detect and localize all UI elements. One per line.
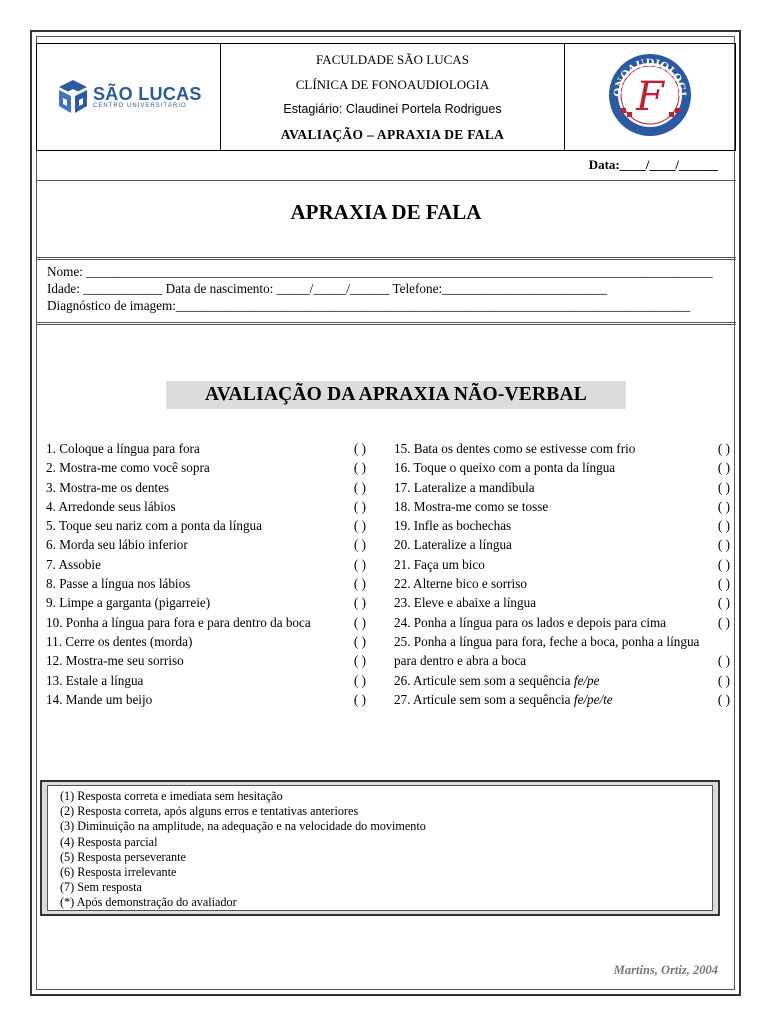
- emblem-text: ONOAUDIOLOGI: [612, 57, 688, 97]
- item-text: 23. Eleve e abaixe a língua: [394, 595, 537, 611]
- checkbox-mark[interactable]: ( ): [717, 672, 730, 688]
- legend-list: [47, 785, 713, 911]
- logo-subtitle: CENTRO UNIVERSITÁRIO: [93, 103, 187, 109]
- item-text: 16. Toque o queixo com a ponta da língua: [394, 460, 616, 476]
- logo-title: SÃO LUCAS: [93, 84, 202, 104]
- items-right-column: [394, 439, 730, 709]
- list-item: [46, 478, 366, 497]
- imaging-diagnosis-field[interactable]: Diagnóstico de imagem:______________________________________________________________________________: [47, 298, 691, 313]
- item-text: 6. Morda seu lábio inferior: [46, 537, 188, 553]
- date-field[interactable]: Data:____/____/______: [588, 157, 718, 172]
- list-item: [46, 535, 366, 554]
- item-sequence: fe/pe: [573, 672, 600, 688]
- list-item: [394, 574, 730, 593]
- divider: [36, 322, 736, 325]
- checkbox-mark[interactable]: ( ): [717, 556, 730, 572]
- list-item: [394, 478, 730, 497]
- sao-lucas-logo: [37, 78, 220, 116]
- item-text-wrap: [394, 613, 730, 632]
- divider: [36, 180, 736, 181]
- intern-name: Estagiário: Claudinei Portela Rodrigues: [283, 102, 502, 116]
- item-text: 25. Ponha a língua para fora, feche a boca, ponha a língua para dentro e abra a boca: [394, 633, 700, 669]
- logo-cell: [37, 44, 221, 151]
- list-item: [46, 439, 366, 458]
- checkbox-mark[interactable]: ( ): [717, 479, 730, 495]
- item-text: 9. Limpe a garganta (pigarreie): [46, 595, 211, 611]
- item-text-wrap: [394, 497, 730, 516]
- item-text: 12. Mostra-me seu sorriso: [46, 653, 184, 669]
- item-text-wrap: [394, 574, 730, 593]
- checkbox-mark[interactable]: ( ): [353, 537, 366, 553]
- legend-item: (7) Sem resposta: [60, 880, 142, 895]
- items-left-column: [46, 439, 366, 709]
- item-text-wrap: [46, 613, 366, 632]
- checkbox-mark[interactable]: ( ): [717, 691, 730, 707]
- list-item: [46, 555, 366, 574]
- identity-fields: [47, 263, 713, 314]
- clinic-name: CLÍNICA DE FONOAUDIOLOGIA: [295, 77, 490, 92]
- item-text-wrap: [46, 516, 366, 535]
- item-text-wrap: [46, 671, 366, 690]
- age-birth-phone-fields[interactable]: Idade: ____________ Data de nascimento: _____/_____/______ Telefone:_________________________: [47, 281, 607, 296]
- item-text: 10. Ponha a língua para fora e para dentro da boca: [46, 614, 311, 630]
- checkbox-mark[interactable]: ( ): [353, 576, 366, 592]
- emblem-letter: F: [636, 73, 664, 120]
- item-text-wrap: [46, 574, 366, 593]
- list-item: [394, 671, 730, 690]
- list-item: [394, 516, 730, 535]
- item-text: 4. Arredonde seus lábios: [46, 498, 176, 514]
- legend-item: (6) Resposta irrelevante: [60, 865, 177, 880]
- checkbox-mark[interactable]: ( ): [717, 614, 730, 630]
- list-item: [394, 632, 730, 671]
- list-item: [394, 690, 730, 709]
- list-item: [46, 671, 366, 690]
- item-text-wrap: [394, 555, 730, 574]
- item-text: 18. Mostra-me como se tosse: [394, 498, 549, 514]
- legend-item: (2) Resposta correta, após alguns erros e tentativas anteriores: [60, 804, 359, 819]
- item-text-wrap: [394, 458, 730, 477]
- item-text: 15. Bata os dentes como se estivesse com frio: [394, 441, 636, 456]
- divider: [36, 257, 736, 260]
- item-text: 7. Assobie: [46, 556, 101, 572]
- checkbox-mark[interactable]: ( ): [717, 537, 730, 553]
- legend-item: (4) Resposta parcial: [60, 834, 158, 849]
- list-item: [46, 613, 366, 632]
- item-text-wrap: [46, 555, 366, 574]
- cube-logo-icon: [57, 78, 89, 116]
- checkbox-mark[interactable]: ( ): [353, 595, 366, 611]
- checkbox-mark[interactable]: ( ): [353, 672, 366, 688]
- item-text: 11. Cerre os dentes (morda): [46, 633, 193, 649]
- emblem-cell: [565, 44, 736, 151]
- item-text: 21. Faça um bico: [394, 556, 485, 572]
- item-text-wrap: [46, 593, 366, 612]
- list-item: [394, 458, 730, 477]
- list-item: [46, 574, 366, 593]
- checkbox-mark[interactable]: ( ): [717, 518, 730, 534]
- item-text-wrap: [46, 651, 366, 670]
- item-text-wrap: [394, 690, 730, 709]
- item-text: 19. Infle as bochechas: [394, 518, 512, 534]
- item-text-wrap: [46, 690, 366, 709]
- item-text-wrap: [394, 478, 730, 497]
- item-text: 20. Lateralize a língua: [394, 537, 512, 553]
- item-text: 3. Mostra-me os dentes: [46, 479, 170, 495]
- header-center: [221, 44, 565, 151]
- legend-item: (3) Diminuição na amplitude, na adequação e na velocidade do movimento: [60, 819, 426, 834]
- list-item: [46, 458, 366, 477]
- item-text: 24. Ponha a língua para os lados e depois para cima: [394, 614, 667, 630]
- fonoaudiologia-emblem-icon: [607, 52, 693, 138]
- item-text-wrap: [46, 497, 366, 516]
- item-text-wrap: [394, 671, 730, 690]
- page-title: APRAXIA DE FALA: [290, 200, 482, 224]
- item-sequence: fe/pe/te: [573, 691, 613, 707]
- checkbox-mark[interactable]: ( ): [717, 576, 730, 592]
- item-text-wrap: [394, 516, 730, 535]
- item-text-wrap: [46, 478, 366, 497]
- evaluation-title: AVALIAÇÃO – APRAXIA DE FALA: [280, 127, 505, 142]
- checkbox-mark[interactable]: ( ): [353, 460, 366, 476]
- item-text: 8. Passe a língua nos lábios: [46, 576, 191, 592]
- name-field[interactable]: Nome: _______________________________________________________________________________________________: [47, 264, 713, 279]
- checkbox-mark[interactable]: ( ): [717, 441, 730, 456]
- item-text: 5. Toque seu nariz com a ponta da língua: [46, 518, 262, 534]
- item-text: 13. Estale a língua: [46, 672, 144, 688]
- item-text-wrap: [394, 439, 730, 458]
- list-item: [394, 555, 730, 574]
- item-text: 26. Articule sem som a sequência: [394, 672, 574, 688]
- citation: Martins, Ortiz, 2004: [613, 963, 718, 977]
- item-text-wrap: [394, 632, 730, 671]
- checkbox-mark[interactable]: ( ): [353, 518, 366, 534]
- item-text: 17. Lateralize a mandíbula: [394, 479, 535, 495]
- list-item: [46, 651, 366, 670]
- checkbox-mark[interactable]: ( ): [353, 498, 366, 514]
- list-item: [394, 593, 730, 612]
- checkbox-mark[interactable]: ( ): [717, 498, 730, 514]
- checkbox-mark[interactable]: ( ): [717, 595, 730, 611]
- checkbox-mark[interactable]: ( ): [353, 633, 366, 649]
- item-text: 1. Coloque a língua para fora: [46, 441, 200, 456]
- item-text-wrap: [46, 632, 366, 651]
- list-item: [394, 439, 730, 458]
- checkbox-mark[interactable]: ( ): [353, 556, 366, 572]
- item-text: 27. Articule sem som a sequência: [394, 691, 574, 707]
- legend-item: (1) Resposta correta e imediata sem hesitação: [60, 789, 283, 803]
- checkbox-mark[interactable]: ( ): [353, 441, 366, 456]
- legend-item: (5) Resposta perseverante: [60, 849, 186, 864]
- item-text-wrap: [394, 593, 730, 612]
- checkbox-mark[interactable]: ( ): [353, 653, 366, 669]
- faculty-name: FACULDADE SÃO LUCAS: [316, 52, 469, 67]
- checkbox-mark[interactable]: ( ): [353, 614, 366, 630]
- checkbox-mark[interactable]: ( ): [717, 460, 730, 476]
- list-item: [46, 516, 366, 535]
- checkbox-mark[interactable]: ( ): [717, 653, 730, 669]
- checkbox-mark[interactable]: ( ): [353, 691, 366, 707]
- list-item: [46, 632, 366, 651]
- item-text: 14. Mande um beijo: [46, 691, 153, 707]
- list-item: [394, 613, 730, 632]
- item-text-wrap: [46, 439, 366, 458]
- item-text-wrap: [394, 535, 730, 554]
- header-table: [36, 43, 736, 151]
- item-text: 2. Mostra-me como você sopra: [46, 460, 210, 476]
- item-text-wrap: [46, 535, 366, 554]
- list-item: [46, 593, 366, 612]
- list-item: [394, 535, 730, 554]
- list-item: [46, 497, 366, 516]
- list-item: [46, 690, 366, 709]
- checkbox-mark[interactable]: ( ): [353, 479, 366, 495]
- item-text-wrap: [46, 458, 366, 477]
- section-title: AVALIAÇÃO DA APRAXIA NÃO-VERBAL: [166, 381, 626, 409]
- list-item: [394, 497, 730, 516]
- legend-item: (*) Após demonstração do avaliador: [60, 895, 237, 910]
- item-text: 22. Alterne bico e sorriso: [394, 576, 527, 592]
